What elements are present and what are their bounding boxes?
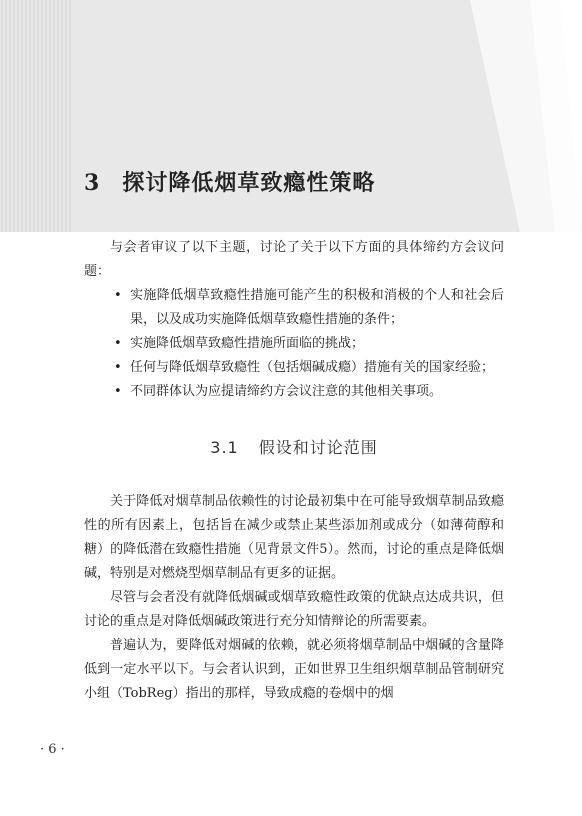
body-paragraph: 尽管与会者没有就降低烟碱或烟草致瘾性政策的优缺点达成共识，但讨论的重点是对降低烟碱政策进行充分知情辩论的所需要素。 <box>84 590 504 629</box>
bullet-icon: • <box>114 384 122 399</box>
chapter-title <box>84 166 375 197</box>
bullet-icon: • <box>114 288 122 303</box>
bullet-icon: • <box>114 336 122 351</box>
bullet-icon: • <box>114 360 122 375</box>
chapter-header-band <box>0 0 582 232</box>
list-item: • 任何与降低烟草致瘾性（包括烟碱成瘾）措施有关的国家经验； <box>130 356 504 380</box>
body-paragraph: 关于降低对烟草制品依赖性的讨论最初集中在可能导致烟草制品致瘾性的所有因素上，包括旨在减少或禁止某些添加剂或成分（如薄荷醇和糖）的降低潜在致瘾性措施（见背景文件5）。然而，讨论的重点是降低烟碱，特别是对燃烧型烟草制品有更多的证据。 <box>84 494 504 581</box>
page-content <box>84 232 504 706</box>
section-heading <box>84 436 504 460</box>
list-item: • 实施降低烟草致瘾性措施可能产生的积极和消极的个人和社会后果，以及成功实施降低烟草致瘾性措施的条件； <box>130 284 504 332</box>
body-paragraph: 普遍认为，要降低对烟碱的依赖，就必须将烟草制品中烟碱的含量降低到一定水平以下。与会者认识到，正如世界卫生组织烟草制品管制研究小组（TobReg）指出的那样，导致成瘾的卷烟中的烟 <box>84 638 504 701</box>
section-number: 3.1 <box>210 438 239 457</box>
topic-list <box>84 284 504 404</box>
section-title-text: 假设和讨论范围 <box>258 438 378 457</box>
list-item: • 实施降低烟草致瘾性措施所面临的挑战； <box>130 332 504 356</box>
list-item: • 不同群体认为应提请缔约方会议注意的其他相关事项。 <box>130 380 504 404</box>
chapter-number: 3 <box>84 170 101 196</box>
decorative-stripes <box>0 0 582 232</box>
page-number: · 6 · <box>40 742 65 757</box>
intro-paragraph: 与会者审议了以下主题，讨论了关于以下方面的具体缔约方会议问题： <box>84 240 504 279</box>
chapter-title-text: 探讨降低烟草致瘾性策略 <box>122 170 376 196</box>
